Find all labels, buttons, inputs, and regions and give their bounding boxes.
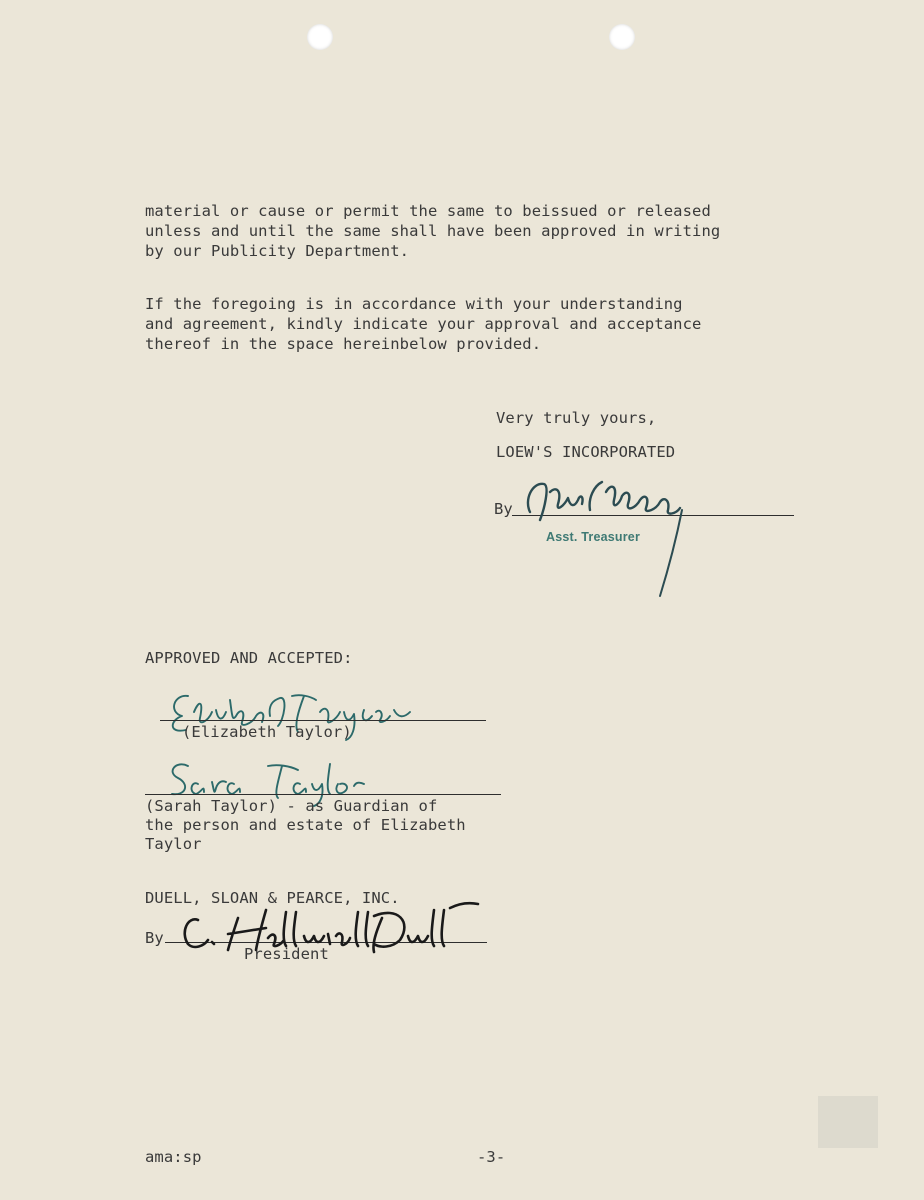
elizabeth-signature-line bbox=[160, 720, 486, 721]
sarah-taylor-line-3: Taylor bbox=[145, 835, 202, 853]
sara-signature-line bbox=[145, 794, 501, 795]
sarah-taylor-line-1: (Sarah Taylor) - as Guardian of bbox=[145, 797, 438, 815]
archive-stamp-mark bbox=[818, 1096, 878, 1148]
paragraph-2-line-1: If the foregoing is in accordance with your understanding bbox=[145, 295, 683, 313]
punch-hole-left bbox=[307, 24, 333, 50]
president-title: President bbox=[244, 945, 329, 963]
closing: Very truly yours, bbox=[496, 409, 657, 427]
sarah-taylor-line-2: the person and estate of Elizabeth bbox=[145, 816, 466, 834]
company-name: LOEW'S INCORPORATED bbox=[496, 443, 676, 461]
paragraph-1-line-3: by our Publicity Department. bbox=[145, 242, 410, 260]
publisher-name: DUELL, SLOAN & PEARCE, INC. bbox=[145, 889, 400, 907]
page-number: -3- bbox=[477, 1148, 506, 1166]
typist-initials: ama:sp bbox=[145, 1148, 202, 1166]
paragraph-1-line-2: unless and until the same shall have been approved in writing bbox=[145, 222, 721, 240]
paragraph-2-line-2: and agreement, kindly indicate your approval and acceptance bbox=[145, 315, 702, 333]
paragraph-2-line-3: thereof in the space hereinbelow provided. bbox=[145, 335, 542, 353]
punch-hole-right bbox=[609, 24, 635, 50]
paragraph-1-line-1: material or cause or permit the same to beissued or released bbox=[145, 202, 711, 220]
elizabeth-name-label: (Elizabeth Taylor) bbox=[182, 723, 352, 741]
approved-heading: APPROVED AND ACCEPTED: bbox=[145, 649, 353, 667]
publisher-by-label: By bbox=[145, 929, 164, 947]
asst-treasurer-stamp: Asst. Treasurer bbox=[546, 530, 641, 544]
loews-by-label: By bbox=[494, 500, 513, 518]
